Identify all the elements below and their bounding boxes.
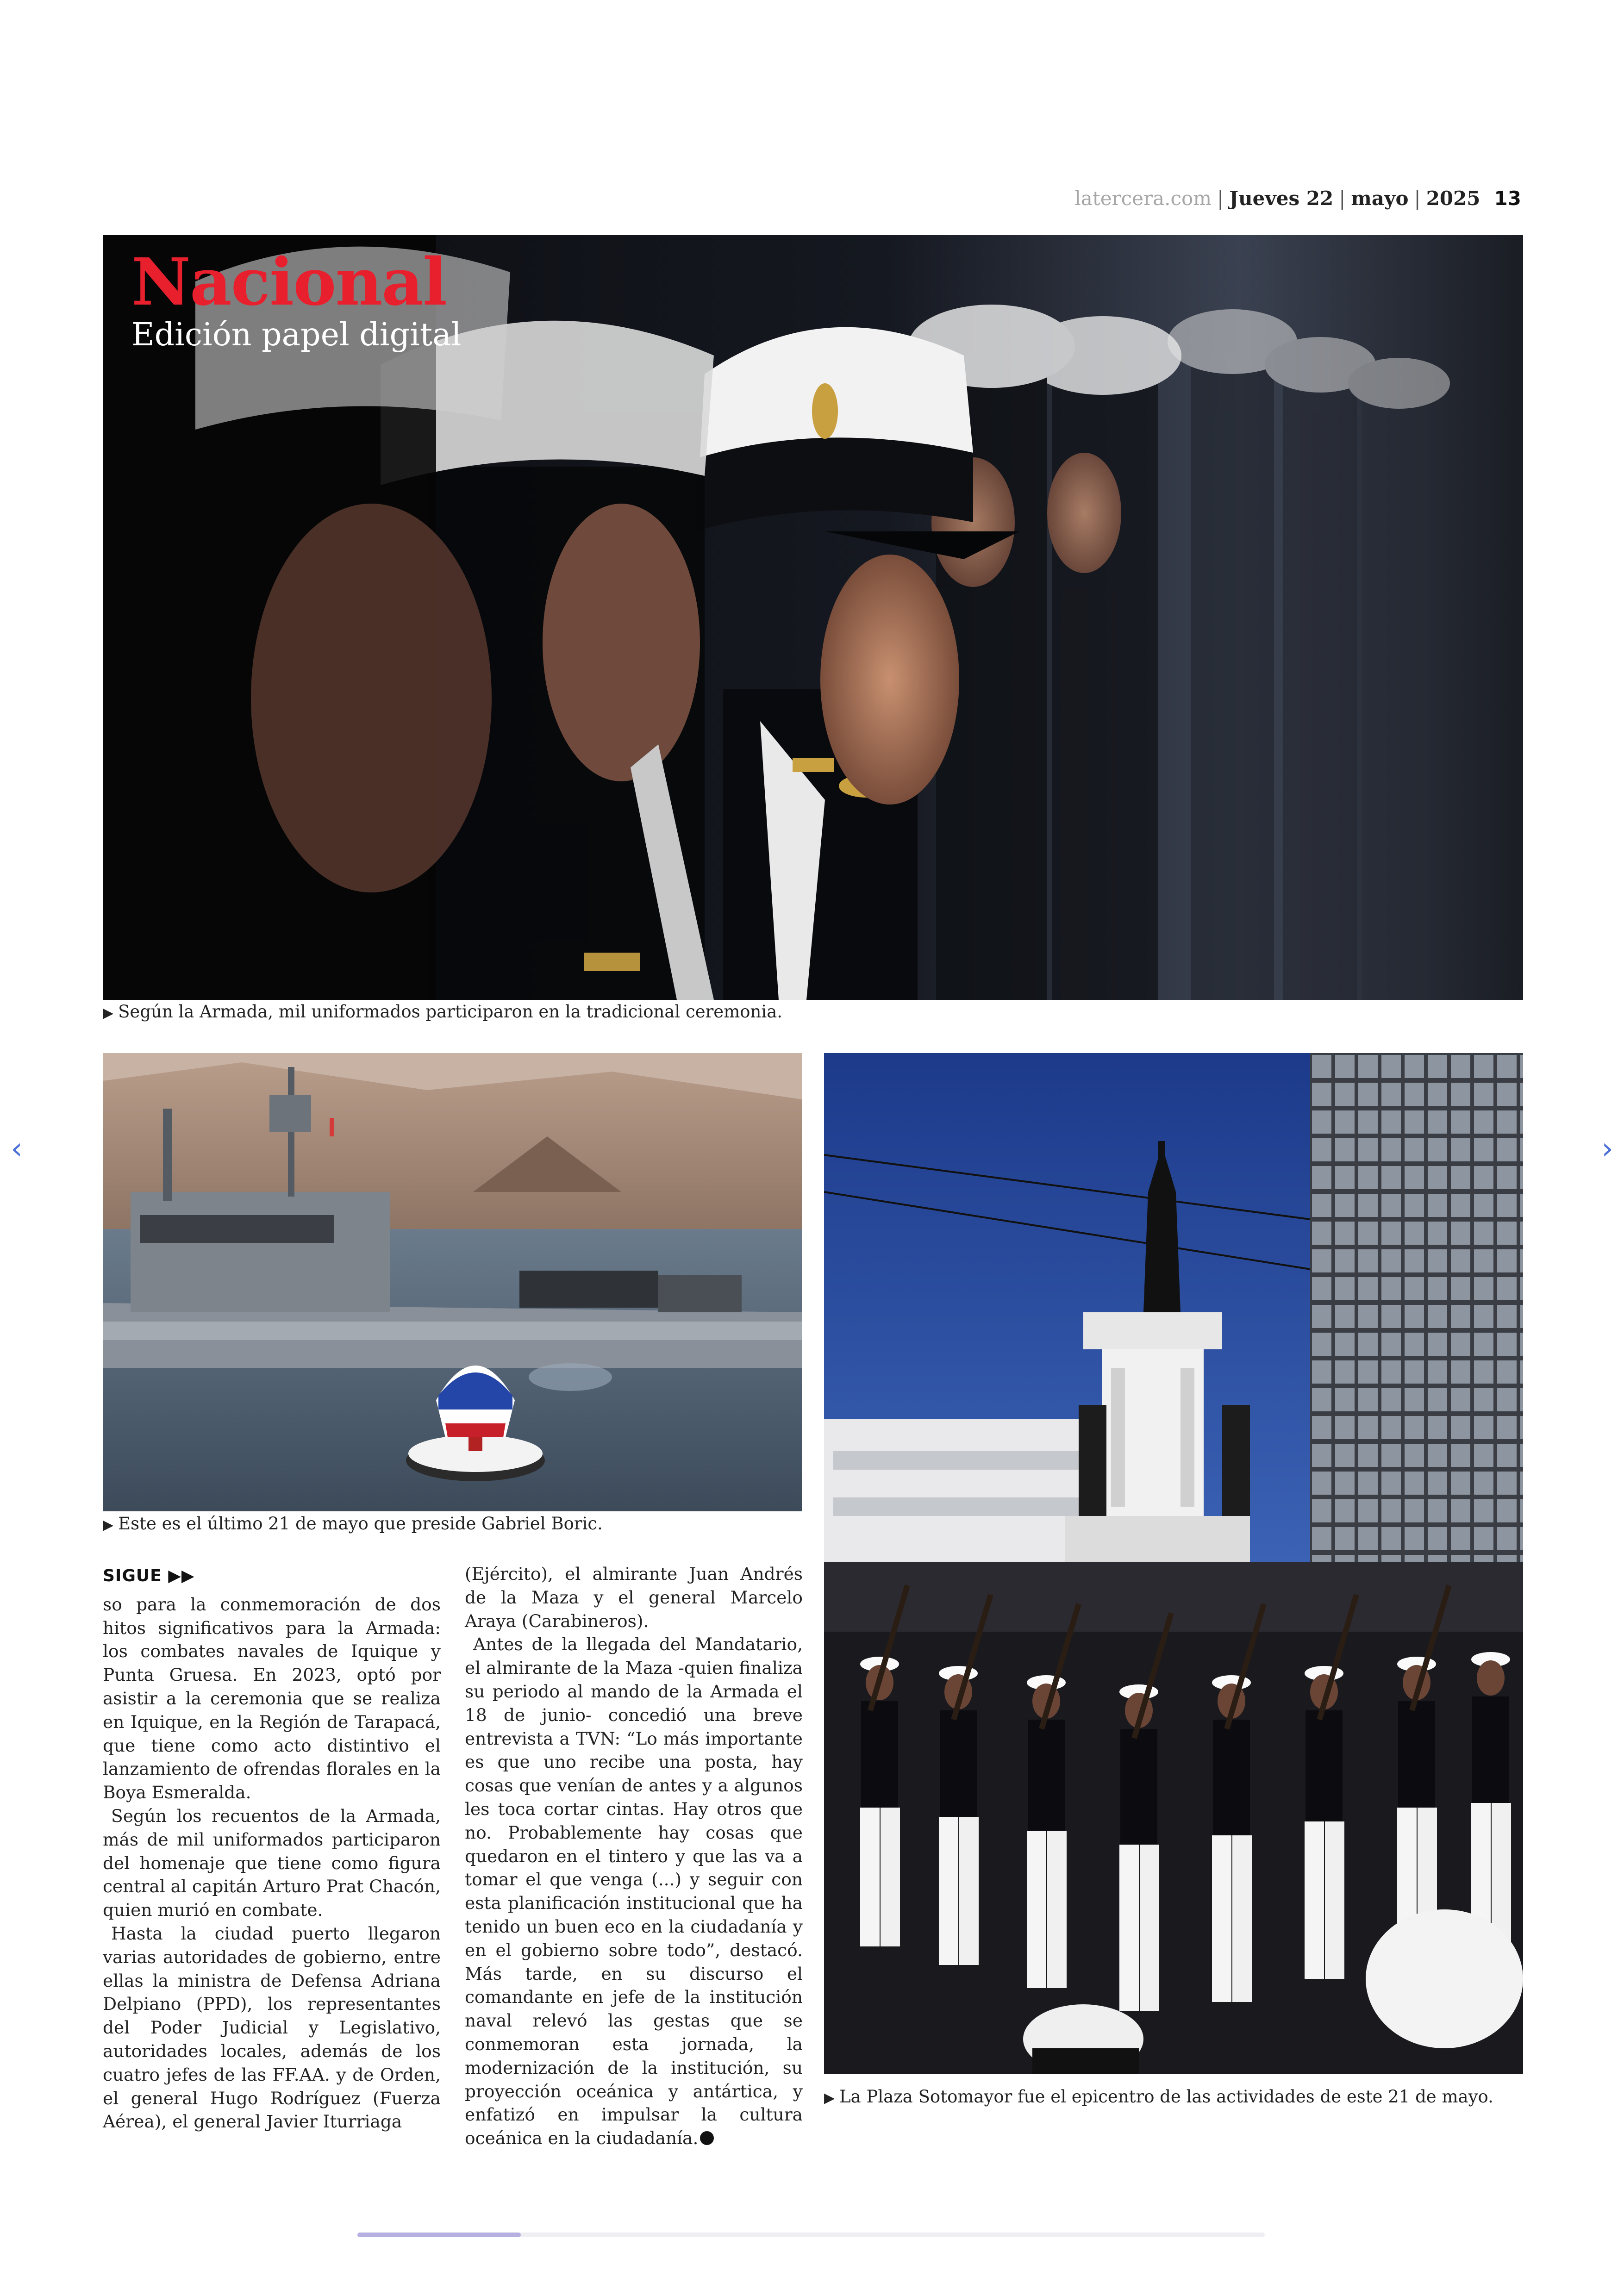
- next-page-button[interactable]: [1593, 1126, 1621, 1172]
- article-column-1: [103, 1565, 441, 2133]
- hero-caption-text: Según la Armada, mil uniformados participaron en la tradicional ceremonia.: [118, 1002, 783, 1022]
- end-mark-icon: [700, 2131, 714, 2145]
- plaza-caption-text: La Plaza Sotomayor fue el epicentro de las actividades de este 21 de mayo.: [839, 2087, 1493, 2107]
- paragraph: Antes de la llegada del Mandatario, el almirante de la Maza -quien finaliza su periodo al mando de la Armada el 18 de junio- concedió una breve entrevista a TVN: “Lo más importante es que uno recibe una posta, hay cosas que venían de antes y a algunos les toca cortar cintas. Hay otros que no. Probablemente hay cosas que quedaron en el tintero y que las va a tomar el que venga (...) y seguir con esta planificación institucional que ha tenido un buen eco en la ciudadanía y en el gobierno sobre todo”, destacó. Más tarde, en su discurso el comandante en jefe de la institución naval relevó las gestas que se conmemoran esta jornada, la modernización de la institución, su proyección oceánica y antártica, y enfatizó en impulsar la cultura oceánica en la ciudadanía.: [465, 1634, 803, 2149]
- page-number: 13: [1494, 187, 1521, 210]
- separator: |: [1217, 187, 1224, 210]
- caption-arrow-icon: ▶: [103, 1517, 114, 1533]
- caption-arrow-icon: ▶: [824, 2090, 835, 2106]
- section-subtitle: Edición papel digital: [131, 317, 462, 353]
- ship-photo: [103, 1053, 802, 1511]
- paragraph-with-endmark: [465, 1633, 803, 2150]
- date-day: Jueves 22: [1229, 187, 1334, 210]
- ship-caption: [103, 1514, 603, 1534]
- article-column-2: [465, 1562, 803, 2150]
- paragraph: (Ejército), el almirante Juan Andrés de la Maza y el general Marcelo Araya (Carabineros).: [465, 1564, 803, 1631]
- section-title: Nacional: [131, 244, 447, 320]
- reading-progress-bar[interactable]: [357, 2233, 1265, 2237]
- sigue-label: SIGUE ▶▶: [103, 1566, 195, 1585]
- chevron-left-icon: ‹: [11, 1132, 23, 1166]
- caption-arrow-icon: ▶: [103, 1005, 114, 1021]
- ship-caption-text: Este es el último 21 de mayo que preside Gabriel Boric.: [118, 1514, 603, 1534]
- chevron-right-icon: ›: [1601, 1132, 1613, 1166]
- plaza-photo: [824, 1053, 1523, 2074]
- page-header: [1074, 184, 1521, 212]
- date-year: 2025: [1426, 187, 1480, 210]
- prev-page-button[interactable]: [3, 1126, 31, 1172]
- reading-progress-fill: [357, 2233, 521, 2237]
- paragraph: so para la conmemoración de dos hitos significativos para la Armada: los combates navales de Iquique y Punta Gruesa. En 2023, optó por asistir a la ceremonia que se realiza en Iquique, en la Región de Tarapacá, que tiene como acto distintivo el lanzamiento de ofrendas florales en la Boya Esmeralda.: [103, 1594, 441, 1803]
- plaza-caption: [824, 2087, 1493, 2107]
- hero-caption: [103, 1002, 782, 1022]
- separator: |: [1414, 187, 1421, 210]
- paragraph: Hasta la ciudad puerto llegaron varias autoridades de gobierno, entre ellas la ministra de Defensa Adriana Delpiano (PPD), los representantes del Poder Judicial y Legislativo, autoridades locales, además de los cuatro jefes de las FF.AA. y de Orden, el general Hugo Rodríguez (Fuerza Aérea), el general Javier Iturriaga: [103, 1923, 441, 2132]
- date-month: mayo: [1351, 187, 1409, 210]
- paragraph: Según los recuentos de la Armada, más de mil uniformados participaron del homenaje que tiene como figura central al capitán Arturo Prat Chacón, quien murió en combate.: [103, 1805, 441, 1921]
- site-name: latercera.com: [1074, 187, 1212, 210]
- separator: |: [1339, 187, 1346, 210]
